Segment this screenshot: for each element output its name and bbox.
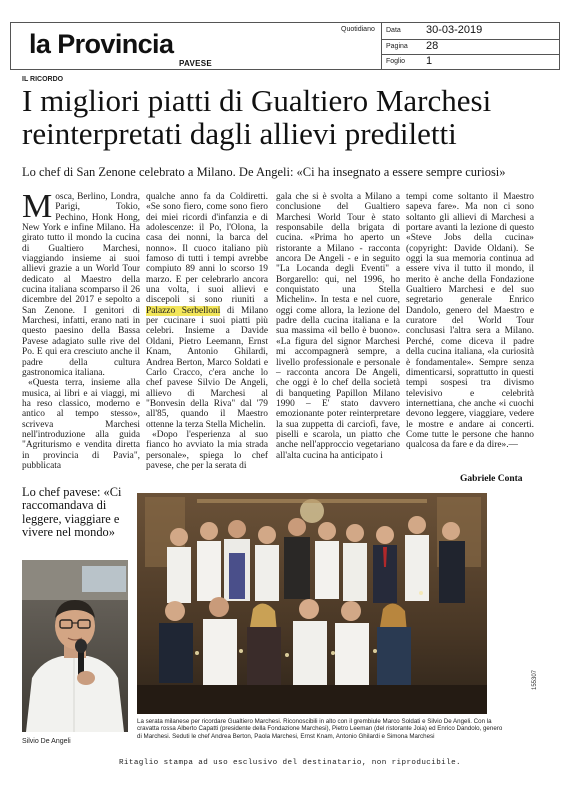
publication-type: Quotidiano [341,26,375,33]
article-column-2 [146,192,268,471]
article-column-3 [276,192,400,461]
article-paragraph: gala che si è svolta a Milano a conclusione del Gualtiero Marchesi World Tour è stato responsabile della brigata di cucina. «Prima ho aperto un ristorante a Milano - racconta ancora De Angeli - e in seguito "La Locanda degli Eventi" a Borgarello: qui, nel 1996, ho conquistato una Stella Michelin». In testa e nel cuore, oggi come allora, la lezione del padre della cucina italiana e la sua massima «il bello è buono». «La figura del signor Marchesi mi accompagnerà sempre, a livello professionale e personale – racconta ancora De Angeli, che oggi è lo chef della società di banqueting Papillon Milano 1990 – E' stato davvero emozionante poter reinterpretare la sua zuppetta di carciofi, fave, piselli e scarola, un piatto che anche nell'approccio vegetariano all'alta cucina ha anticipato i [276,192,400,461]
meta-value: 28 [426,40,439,52]
meta-value: 30-03-2019 [426,24,483,36]
article-column-4 [406,192,534,451]
masthead-frame [10,22,560,70]
reproduction-notice: Ritaglio stampa ad uso esclusivo del destinatario, non riproducibile. [118,759,462,767]
article-subhead: Lo chef di San Zenone celebrato a Milano. De Angeli: «Ci ha insegnato a essere sempre curiosi» [22,165,506,179]
article-paragraph: tempi come soltanto il Maestro sapeva fare». Ma non ci sono soltanto gli allievi di Marchesi a portare avanti la lezione di questo «Steve Jobs della cucina» (copyright: Davide Oldani). Se oggi la sua memoria continua ad essere viva il tutto il mondo, il merito è anche della Fondazione Gualtiero Marchesi e del suo segretario generale Enrico Dandolo, genero del Maestro e curatore del World Tour conclusasi l'altra sera a Milano. Perché, come diceva il padre della cucina italiana, «la curiosità è fondamentale». Sempre senza dimenticarsi, soprattutto in questi tempi sospesi tra divismo televisivo e celebrità internettiana, che anche «i cuochi devono leggere, viaggiare, vedere le mostre e andare ai concerti. Come tutte le persone che hanno qualcosa da fare e da dire».— [406,192,534,451]
portrait-caption: Silvio De Angeli [22,738,71,745]
article-paragraph: «Dopo l'esperienza al suo fianco ho avviato la mia strada personale», spiega lo chef pavese, che per la serata di [146,429,268,471]
paragraph-text: di Milano per cucinare i suoi piatti più celebri. Insieme a Davide Oldani, Pietro Leemann, Ernst Knam, Antonio Ghilardi, Andrea Berton, Marco Soldati e Carlo Cracco, c'era anche lo chef pavese Silvio De Angeli, allievo di Marchesi al "Bonvesin della Riva" dal '79 all'85, quando il Maestro ottenne la terza Stella Michelin. [146,305,269,430]
article-kicker: IL RICORDO [22,76,64,83]
article-byline: Gabriele Conta [460,474,523,484]
chefs-group-photo [137,493,487,714]
meta-row-sheet [382,54,560,69]
headline-line: I migliori piatti di Gualtiero Marchesi [22,83,492,118]
meta-label: Data [386,27,401,34]
clipping-code: 155307 [532,669,538,690]
meta-row-date [382,24,560,39]
chef-portrait-illustration [22,560,128,732]
article-column-1 [22,188,140,471]
meta-row-page [382,39,560,54]
paragraph-text: qualche anno fa da Coldiretti. «Se sono fiero, come sono fiero dei miei ricordi d'infanzia e di adolescenze: il Po, l'Olona, la casa dei nonni, la barca del nonno». Il cuoco italiano più famoso di tutti i tempi avrebbe compiuto 89 anni lo scorso 19 marzo. E per celebrarlo ancora una volta, i suoi allievi e discepoli si sono riuniti a [146,192,268,306]
headline-line: reinterpretati dagli allievi prediletti [22,116,457,151]
newspaper-logo: la Provincia [29,29,174,59]
highlighted-text: Palazzo Serbelloni [146,305,221,316]
meta-label: Pagina [386,43,408,50]
clipping-meta [381,23,559,69]
meta-value: 1 [426,55,433,67]
article-paragraph [146,192,268,430]
article-headline [22,84,552,150]
chef-portrait-photo [22,560,128,732]
group-photo-caption: La serata milanese per ricordare Gualtiero Marchesi. Riconoscibili in alto con il grembiule Marco Soldati e Silvio De Angeli. Con la cravatta rossa Alberto Capatti (presidente della Fondazione Marchesi), Pietro Leeman (del ristorante Joia) ed Enrico Dandolo, genero di Marchesi. Seduti le chef Andrea Berton, Paola Marchesi, Ernst Knam, Antonio Ghilardi e Simona Marchesi [137,718,503,740]
article-paragraph [22,188,140,378]
meta-label: Foglio [386,58,406,65]
masthead [11,23,381,69]
drop-cap: M [22,188,53,225]
newspaper-logo-subtitle: PAVESE [179,59,213,68]
chefs-group-illustration [137,493,487,714]
article-paragraph: «Questa terra, insieme alla musica, ai libri e ai viaggi, mi ha reso classico, moderno e antico al tempo stesso», scriveva Marchesi nell'introduzione alla guida "Agriturismo e vendita diretta in provincia di Pavia", pubblicata [22,378,140,471]
pull-quote: Lo chef pavese: «Ci raccomandava di leggere, viaggiare e vivere nel mondo» [22,485,122,540]
paragraph-text: osca, Berlino, Londra, Parigi, Tokio, Pechino, Honk Hong, New York e infine Milano. Ha girato tutto il mondo la cucina di Gualtiero Marchesi, viaggiando insieme ai suoi allievi grazie a un World Tour dedicato al Maestro della cucina italiana scomparso il 26 dicembre del 2017 e sepolto a San Zenone. I genitori di Marchesi, infatti, erano nati in questo paesino della Bassa Pavese adagiato sulle rive del Po. E qui era cresciuto anche il padre della cultura gastronomica italiana. [22,192,140,378]
